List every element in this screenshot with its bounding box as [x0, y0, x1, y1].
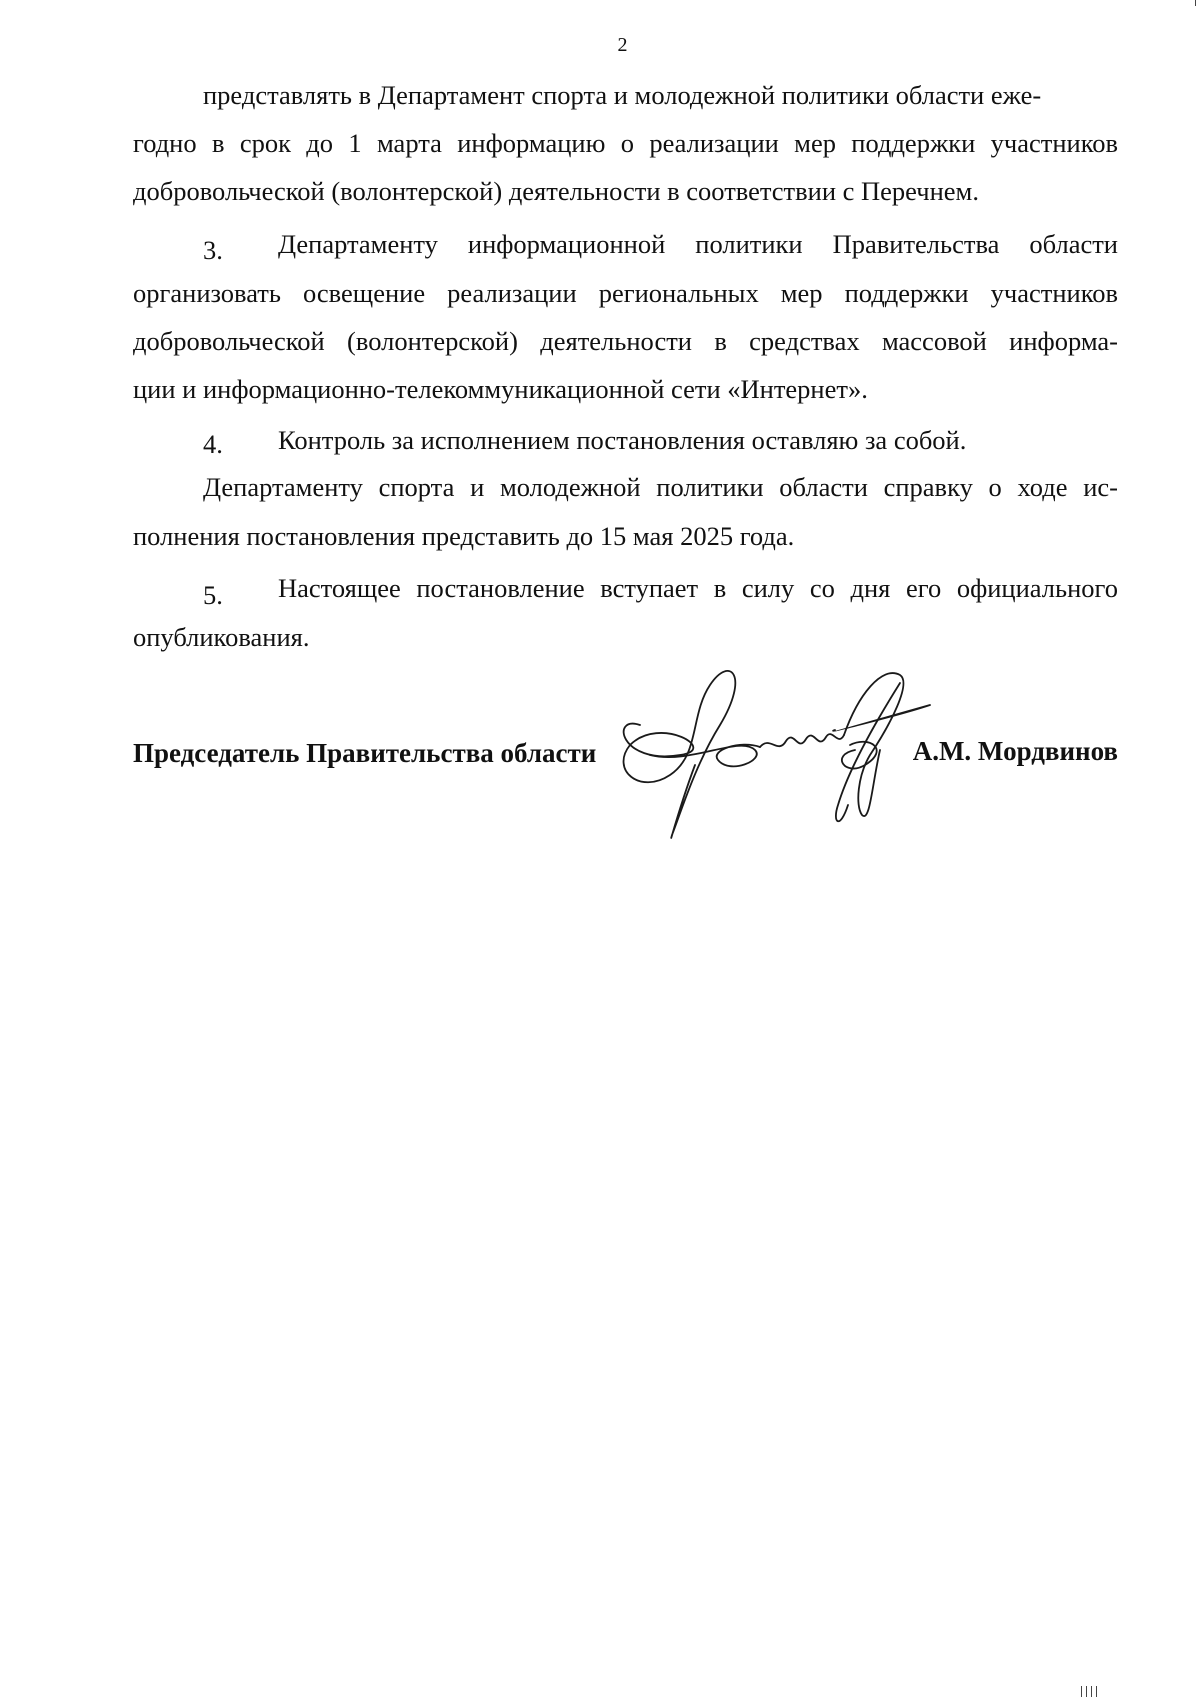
paragraph-line: годно в срок до 1 марта информацию о реализации мер поддержки участников	[133, 128, 1118, 158]
scan-artifact	[1086, 1686, 1087, 1697]
paragraph-line: представлять в Департамент спорта и молодежной политики области еже-	[203, 80, 1042, 110]
paragraph-line: Настоящее постановление вступает в силу со дня его официального	[278, 573, 1118, 603]
paragraph-line: добровольческой (волонтерской) деятельности в средствах массовой информа-	[133, 326, 1118, 356]
paragraph-line: организовать освещение реализации региональных мер поддержки участников	[133, 278, 1118, 308]
paragraph-number: 4.	[203, 429, 223, 459]
signatory-name: А.М. Мордвинов	[912, 736, 1118, 766]
handwritten-signature	[600, 655, 960, 865]
page-number: 2	[617, 34, 628, 56]
paragraph-line: Департаменту информационной политики Правительства области	[278, 229, 1118, 259]
scan-artifact	[1096, 1686, 1097, 1697]
paragraph-line: полнения постановления представить до 15 мая 2025 года.	[133, 521, 795, 551]
paragraph-line: опубликования.	[133, 622, 310, 652]
paragraph-line: Департаменту спорта и молодежной политики области справку о ходе ис-	[203, 472, 1118, 502]
paragraph-line: Контроль за исполнением постановления оставляю за собой.	[278, 425, 967, 455]
signatory-title: Председатель Правительства области	[133, 738, 597, 768]
scan-artifact	[1091, 1686, 1092, 1697]
paragraph-line: добровольческой (волонтерской) деятельности в соответствии с Перечнем.	[133, 176, 979, 206]
paragraph-line: ции и информационно-телекоммуникационной сети «Интернет».	[133, 374, 868, 404]
scan-artifact	[1195, 0, 1196, 6]
scan-artifact	[1081, 1686, 1082, 1697]
paragraph-number: 5.	[203, 580, 223, 610]
paragraph-number: 3.	[203, 235, 223, 265]
